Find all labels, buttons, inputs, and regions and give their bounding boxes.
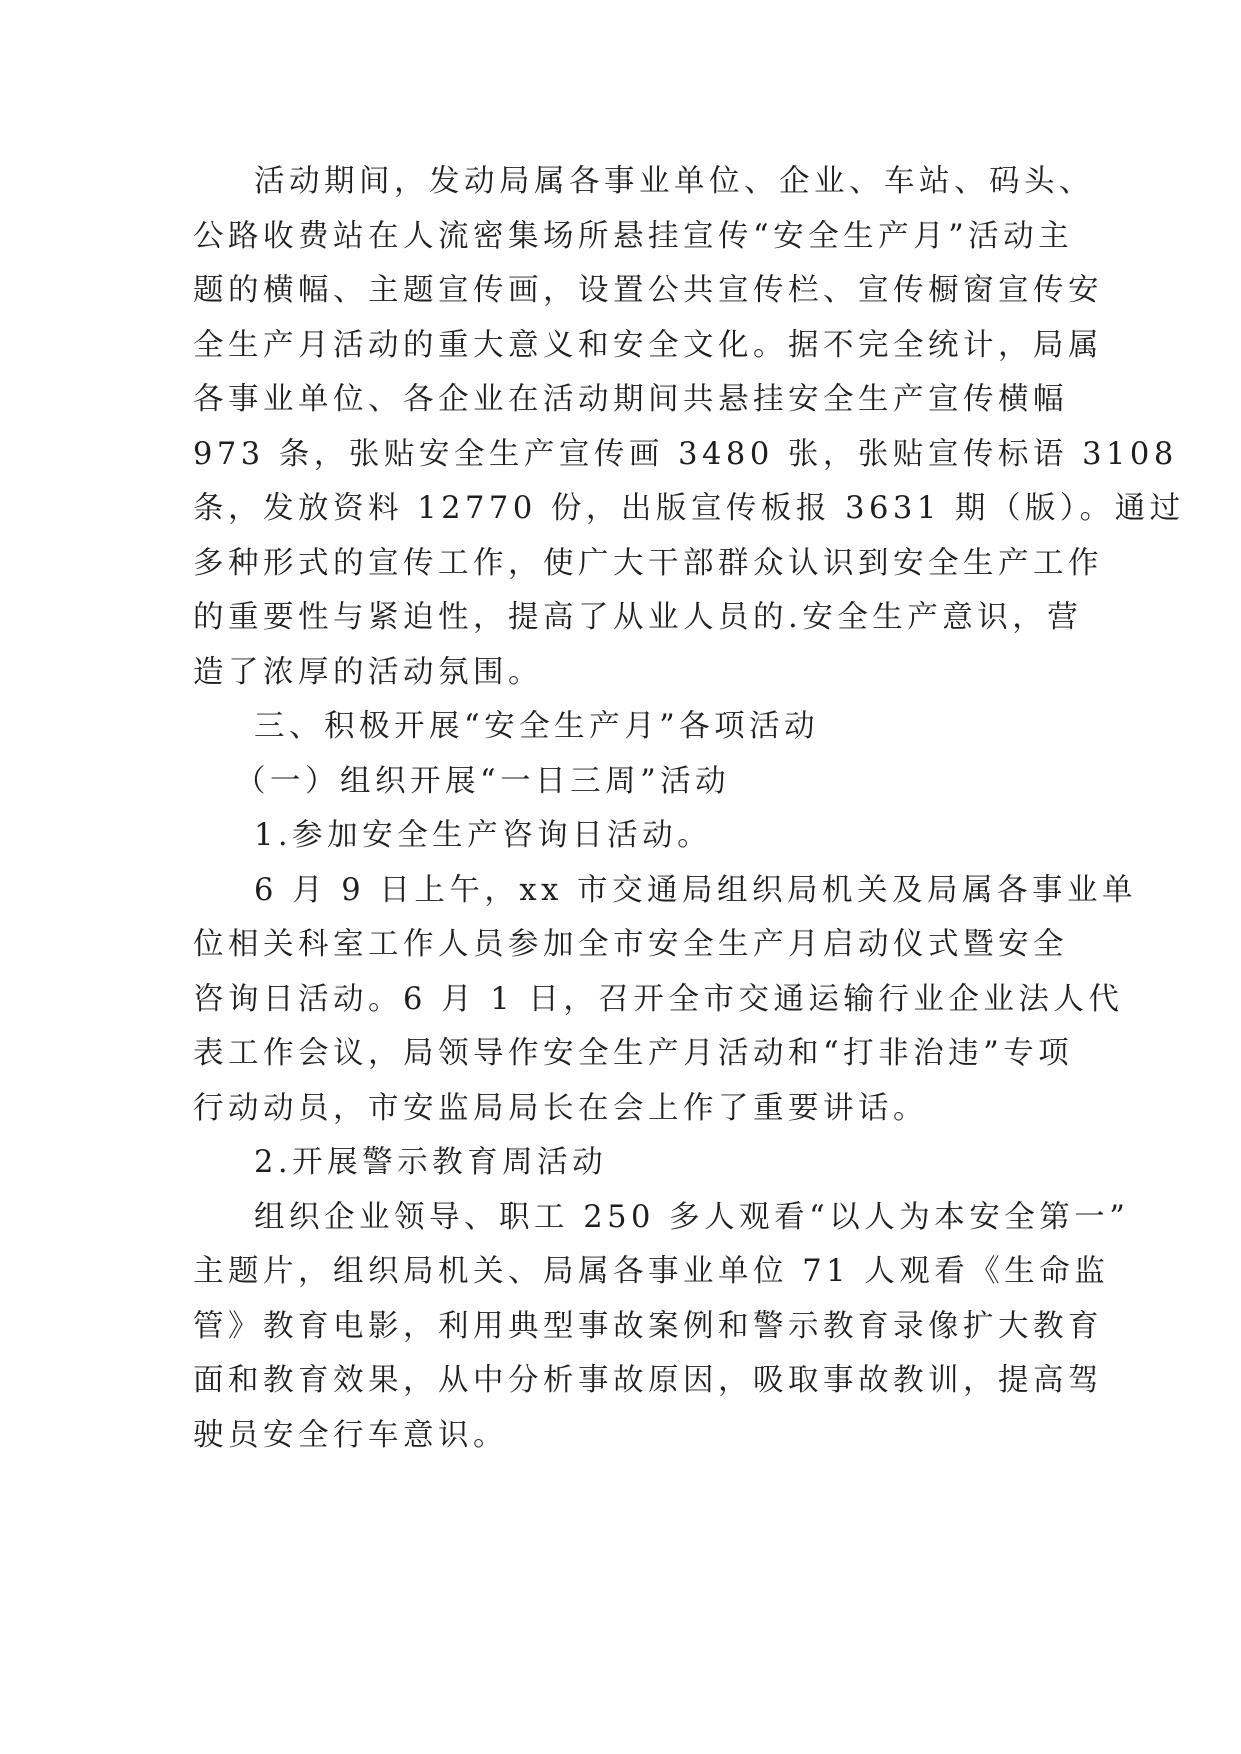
paragraph-line: 条，发放资料 12770 份，出版宣传板报 3631 期（版）。通过 xyxy=(193,491,1185,526)
paragraph-line: 的重要性与紧迫性，提高了从业人员的.安全生产意识，营 xyxy=(193,600,1083,635)
paragraph-line: 全生产月活动的重大意义和安全文化。据不完全统计，局属 xyxy=(193,327,1103,363)
paragraph-line: 组织企业领导、职工 250 多人观看“以人为本安全第一” xyxy=(254,1199,1130,1235)
paragraph-line: 题的横幅、主题宣传画，设置公共宣传栏、宣传橱窗宣传安 xyxy=(193,273,1103,308)
paragraph-line: 行动动员，市安监局局长在会上作了重要讲话。 xyxy=(193,1090,928,1126)
paragraph-line: 主题片，组织局机关、局属各事业单位 71 人观看《生命监 xyxy=(193,1254,1110,1289)
paragraph-line: 973 条，张贴安全生产宣传画 3480 张，张贴宣传标语 3108 xyxy=(193,436,1178,472)
paragraph-line: 公路收费站在人流密集场所悬挂宣传“安全生产月”活动主 xyxy=(193,218,1074,254)
subsection-heading: （一）组织开展“一日三周”活动 xyxy=(235,763,731,799)
paragraph-line: 造了浓厚的活动氛围。 xyxy=(193,654,543,690)
paragraph-line: 面和教育效果，从中分析事故原因，吸取事故教训，提高驾 xyxy=(193,1363,1103,1398)
paragraph-line: 各事业单位、各企业在活动期间共悬挂安全生产宣传横幅 xyxy=(193,382,1068,417)
paragraph-line: 活动期间，发动局属各事业单位、企业、车站、码头、 xyxy=(254,164,1094,199)
paragraph-line: 位相关科室工作人员参加全市安全生产月启动仪式暨安全 xyxy=(193,927,1068,962)
paragraph-line: 驶员安全行车意识。 xyxy=(193,1417,508,1453)
paragraph-line: 表工作会议，局领导作安全生产月活动和“打非治违”专项 xyxy=(193,1036,1074,1071)
body-text xyxy=(193,155,1233,1463)
section-heading: 三、积极开展“安全生产月”各项活动 xyxy=(254,709,820,744)
paragraph-line: 咨询日活动。6 月 1 日，召开全市交通运输行业企业法人代 xyxy=(193,981,1124,1017)
paragraph-line: 管》教育电影，利用典型事故案例和警示教育录像扩大教育 xyxy=(193,1308,1103,1344)
item-heading: 1.参加安全生产咨询日活动。 xyxy=(254,818,713,853)
paragraph-line: 6 月 9 日上午，xx 市交通局组织局机关及局属各事业单 xyxy=(254,872,1137,908)
item-heading: 2.开展警示教育周活动 xyxy=(254,1145,608,1180)
paragraph-line: 多种形式的宣传工作，使广大干部群众认识到安全生产工作 xyxy=(193,545,1103,581)
